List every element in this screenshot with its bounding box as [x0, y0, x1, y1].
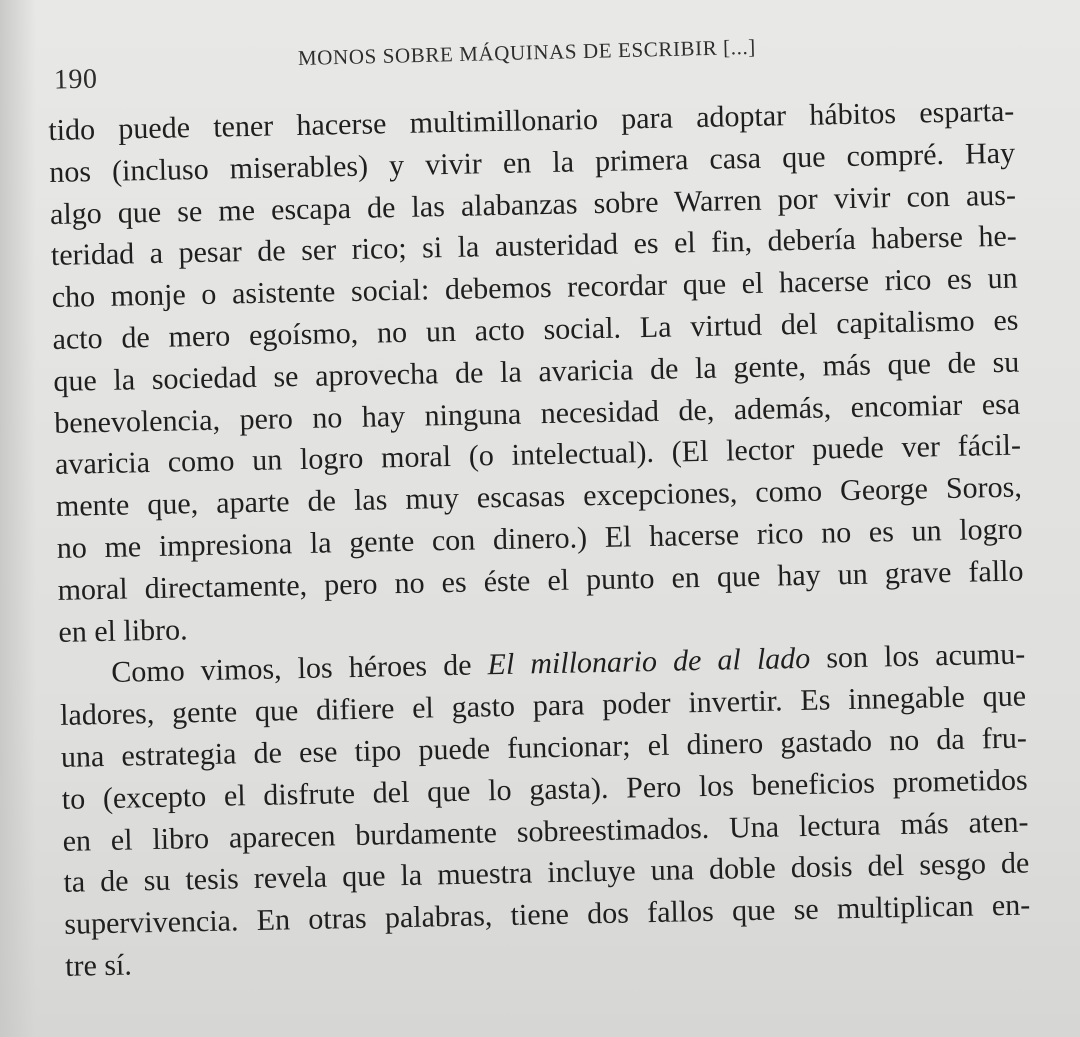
- text-line: to (excepto el disfrute del que lo gasta). Pero los beneficios prometidos: [61, 763, 1028, 816]
- text-line: avaricia como un logro moral (o intelectual). (El lector puede ver fácil-: [54, 428, 1022, 482]
- text-line: supervivencia. En otras palabras, tiene dos fallos que se multiplican en-: [64, 888, 1031, 941]
- book-title-italic: El millonario de al lado: [487, 642, 811, 682]
- running-head: MONOS SOBRE MÁQUINAS DE ESCRIBIR [...]: [297, 34, 757, 70]
- text-run: son los acumu-: [809, 637, 1026, 676]
- text-line-last: tre sí.: [64, 948, 133, 983]
- text-line-last: en el libro.: [58, 612, 188, 649]
- text-line: nos (incluso miserables) y vivir en la primera casa que compré. Hay: [48, 136, 1016, 189]
- text-line: que la sociedad se aprovecha de la avaricia de la gente, más que de su: [53, 345, 1020, 398]
- text-line: ta de su tesis revela que la muestra incluye una doble dosis del sesgo de: [63, 846, 1030, 900]
- text-line: acto de mero egoísmo, no un acto social. La virtud del capitalismo es: [52, 303, 1019, 356]
- text-line: mente que, aparte de las muy escasas excepciones, como George Soros,: [55, 470, 1023, 524]
- paragraph-2: [59, 634, 1032, 988]
- text-line: algo que se me escapa de las alabanzas sobre Warren por vivir con aus-: [49, 178, 1017, 231]
- text-line: ladores, gente que difiere el gasto para poder invertir. Es innegable que: [59, 679, 1027, 733]
- text-run: Como vimos, los héroes de: [110, 648, 488, 690]
- text-line: en el libro aparecen burdamente sobreestimados. Una lectura más aten-: [62, 805, 1029, 858]
- text-line: teridad a pesar de ser rico; si la austeridad es el fin, debería haberse he-: [50, 219, 1018, 273]
- page-number: 190: [53, 63, 98, 96]
- body-text: [48, 91, 1031, 988]
- page-edge-shadow: [0, 0, 36, 1037]
- text-line: benevolencia, pero no hay ninguna necesidad de, además, encomiar esa: [53, 387, 1021, 440]
- text-line: no me impresiona la gente con dinero.) El hacerse rico no es un logro: [56, 512, 1023, 565]
- text-line: moral directamente, pero no es éste el punto en que hay un grave fallo: [57, 554, 1024, 607]
- text-line: una estrategia de ese tipo puede funcionar; el dinero gastado no da fru-: [60, 721, 1028, 774]
- text-line: cho monje o asistente social: debemos recordar que el hacerse rico es un: [51, 261, 1018, 315]
- text-line: tido puede tener hacerse multimillonario para adoptar hábitos esparta-: [48, 94, 1015, 147]
- paragraph-1: [48, 91, 1025, 654]
